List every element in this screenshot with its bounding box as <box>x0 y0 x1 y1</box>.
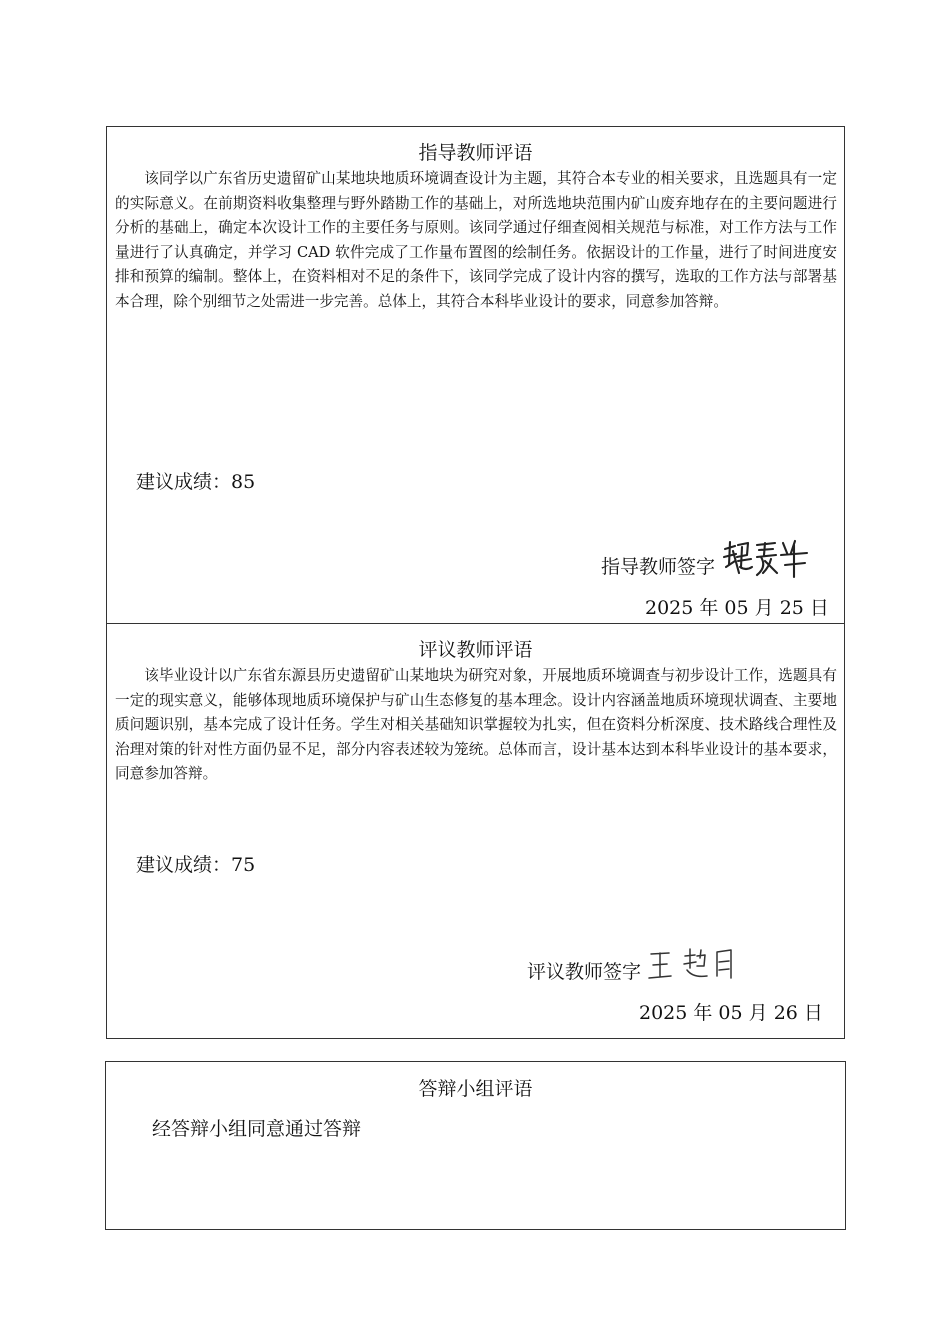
defense-section-title: 答辩小组评语 <box>418 1078 533 1100</box>
advisor-handwritten-signature <box>721 537 815 579</box>
advisor-grade-value: 85 <box>231 471 256 493</box>
reviewer-comment-text: 该毕业设计以广东省东源县历史遗留矿山某地块为研究对象，开展地质环境调查与初步设计工作，选题具有一定的现实意义，能够体现地质环境保护与矿山生态修复的基本理念。设计内容涵盖地质环境现状调查、主要地质问题识别，基本完成了设计任务。学生对相关基础知识掌握较为扎实，但在资料分析深度、技术路线合理性及治理对策的针对性方面仍显不足，部分内容表述较为笼统。总体而言，设计基本达到本科毕业设计的基本要求，同意参加答辩。 <box>115 667 837 782</box>
advisor-signature-row <box>601 537 815 579</box>
reviewer-handwritten-signature <box>647 944 743 984</box>
reviewer-signature-row <box>527 944 743 984</box>
reviewer-date: 2025 年 05 月 26 日 <box>639 1002 823 1024</box>
reviewer-grade-value: 75 <box>231 854 256 876</box>
advisor-comment-section <box>106 126 845 624</box>
reviewer-grade-label: 建议成绩： <box>136 854 232 876</box>
advisor-comment-text: 该同学以广东省历史遗留矿山某地块地质环境调查设计为主题，其符合本专业的相关要求，且选题具有一定的实际意义。在前期资料收集整理与野外踏勘工作的基础上，对所选地块范围内矿山废弃地存在的主要问题进行分析的基础上，确定本次设计工作的主要任务与原则。该同学通过仔细查阅相关规范与标准，对工作方法与工作量进行了认真确定，并学习 CAD 软件完成了工作量布置图的绘制任务。依据设计的工作量，进行了时间进度安排和预算的编制。整体上，在资料相对不足的条件下，该同学完成了设计内容的撰写，选取的工作方法与部署基本合理，除个别细节之处需进一步完善。总体上，其符合本科毕业设计的要求，同意参加答辩。 <box>115 170 837 310</box>
reviewer-suggested-grade <box>136 850 255 877</box>
reviewer-section-title: 评议教师评语 <box>418 639 533 661</box>
advisor-signature-label: 指导教师签字 <box>601 556 716 578</box>
advisor-suggested-grade <box>136 467 255 494</box>
advisor-section-title: 指导教师评语 <box>418 142 533 164</box>
reviewer-comment-section <box>106 623 845 1039</box>
advisor-grade-label: 建议成绩： <box>136 471 232 493</box>
defense-comment-section <box>105 1061 846 1230</box>
advisor-date: 2025 年 05 月 25 日 <box>645 597 829 619</box>
reviewer-signature-label: 评议教师签字 <box>527 961 642 983</box>
defense-comment-text: 经答辩小组同意通过答辩 <box>152 1118 362 1140</box>
